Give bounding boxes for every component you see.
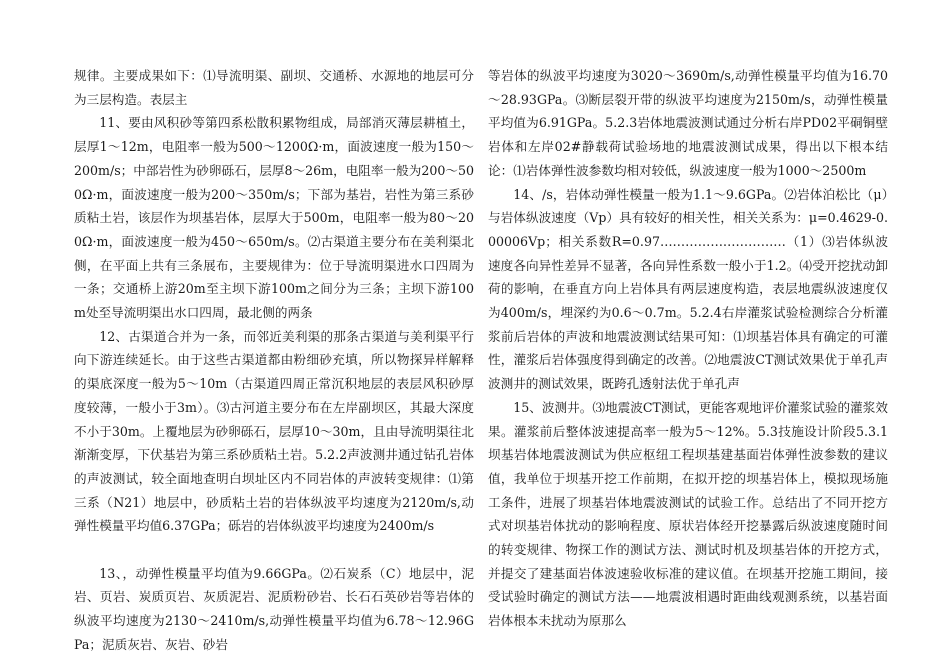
- right-column: [488, 64, 888, 633]
- paragraph-continued: 等岩体的纵波平均速度为3020～3690m/s,动弹性模量平均值为16.70～28.93GPa。⑶断层裂开带的纵波平均速度为2150m/s，动弹性模量平均值为6.91GPa。5.2.3岩体地震波测试通过分析右岸PD02平硐铜壁岩体和左岸02#静载荷试验场地的地震波测试成果，得出以下根本结论：⑴岩体弹性波参数均相对较低，纵波速度一般为1000～2500m: [488, 68, 888, 178]
- paragraph-14: 14、/s，岩体动弹性模量一般为1.1～9.6GPa。⑵岩体泊松比（μ）与岩体纵波速度（Vp）具有较好的相关性，相关关系为：μ=0.4629-0.00006Vp；相关系数R=0.97…………………………（1）⑶岩体纵波速度各向异性差异不显著，各向异性系数一般小于1.2。⑷受开挖扰动卸荷的影响，在垂直方向上岩体具有两层速度构造，表层地震纵波速度仅为400m/s，埋深约为0.6～0.7m。5.2.4右岸灌浆试验检测综合分析灌浆前后岩体的声波和地震波测试结果可知：⑴坝基岩体具有确定的可灌性，灌浆后岩体强度得到确定的改善。⑵地震波CT测试效果优于单孔声波测井的测试效果，既跨孔透射法优于单孔声: [488, 186, 888, 392]
- paragraph-15: 15、波测井。⑶地震波CT测试，更能客观地评价灌浆试验的灌浆效果。灌浆前后整体波速提高率一般为5～12%。5.3技施设计阶段5.3.1坝基岩体地震波测试为供应枢纽工程坝基建基面岩体弹性波参数的建议值，我单位于坝基开挖工作前期，在拟开挖的坝基岩体上，模拟现场施工条件，进展了坝基岩体地震波测试的试验工作。总结出了不同开挖方式对坝基岩体扰动的影响程度、原状岩体经开挖暴露后纵波速度随时间的转变规律、物探工作的测试方法、测试时机及坝基岩体的开挖方式，并提交了建基面岩体波速验收标准的建议值。在坝基开挖施工期间，接受试验时确定的测试方法——地震波相遇时距曲线观测系统，以基岩面岩体根本未扰动为原那么: [488, 399, 888, 629]
- paragraph-13: 13、，动弹性模量平均值为9.66GPa。⑵石炭系（C）地层中，泥岩、页岩、炭质页岩、灰质泥岩、泥质粉砂岩、长石石英砂岩等岩体的纵波平均速度为2130～2410m/s,动弹性模量平均值为6.78～12.96GPa；泥质灰岩、灰岩、砂岩: [74, 565, 474, 652]
- paragraph-intro: 规律。主要成果如下：⑴导流明渠、副坝、交通桥、水源地的地层可分为三层构造。表层主: [74, 68, 474, 107]
- paragraph-11: 11、要由风积砂等第四系松散积累物组成，局部消灭薄层耕植土，层厚1～12m，电阻率一般为500～1200Ω·m，面波速度一般为150～200m/s；中部岩性为砂卵砾石，层厚8～26m，电阻率一般为200～500Ω·m，面波速度一般为200～350m/s；下部为基岩，岩性为第三系砂质粘土岩，该层作为坝基岩体，层厚大于500m，电阻率一般为80～200Ω·m，面波速度一般为450～650m/s。⑵古渠道主要分布在美利渠北侧，在平面上共有三条展布，主要规律为：位于导流明渠进水口四周为一条；交通桥上游20m至主坝下游100m之间分为三条；主坝下游100m处至导流明渠出水口四周，最北侧的两条: [74, 115, 474, 321]
- paragraph-12: 12、古渠道合并为一条，而邻近美利渠的那条古渠道与美利渠平行向下游连续延长。由于这些古渠道都由粉细砂充填，所以物探异样解释的渠底深度一般为5～10m（古渠道四周正常沉积地层的表层风积砂厚度较薄，一般小于3m）。⑶古河道主要分布在左岸副坝区，其最大深度不小于30m。上覆地层为砂卵砾石，层厚10～30m，且由导流明渠往北渐渐变厚，下伏基岩为第三系砂质粘土岩。5.2.2声波测井通过钻孔岩体的声波测试，较全面地查明白坝址区内不同岩体的声波转变规律：⑴第三系（N21）地层中，砂质粘土岩的岩体纵波平均速度为2120m/s,动弹性模量平均值6.37GPa；砾岩的岩体纵波平均速度为2400m/s: [74, 328, 474, 534]
- left-column: [74, 64, 474, 657]
